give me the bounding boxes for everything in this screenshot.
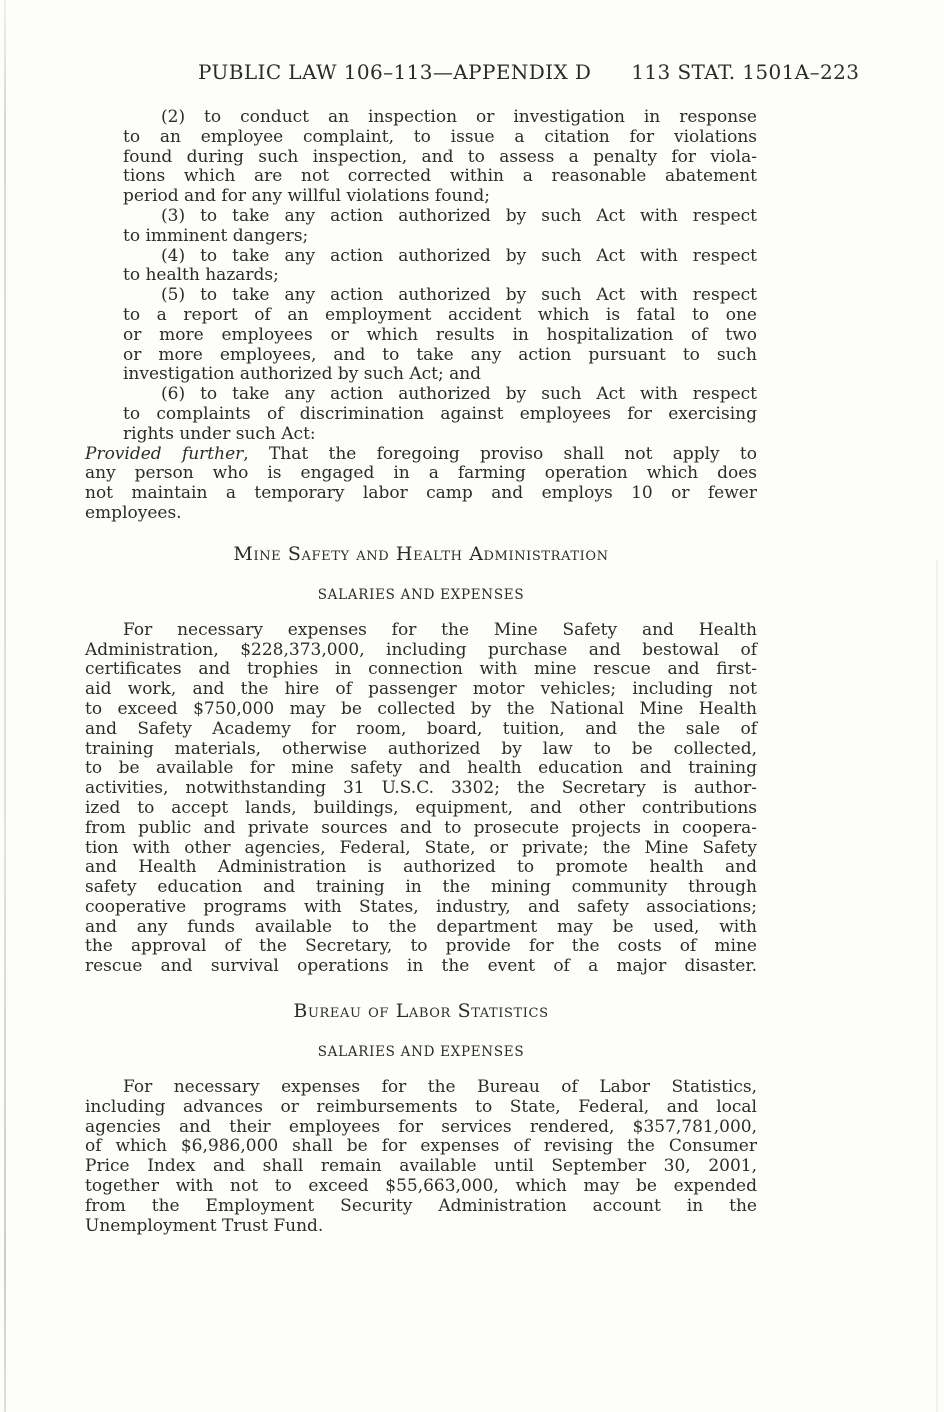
- scan-edge-right: [936, 560, 938, 1412]
- msha-appropriation-paragraph: [85, 621, 757, 977]
- text-line: (2) to conduct an inspection or investigation in response: [161, 107, 757, 127]
- running-head: [198, 60, 859, 84]
- subheading-salaries-msha: SALARIES AND EXPENSES: [317, 586, 525, 603]
- clause-4: [123, 247, 757, 287]
- section-heading-msha: Mine Safety and Health Administration: [233, 542, 609, 565]
- scan-edge-left: [4, 0, 6, 1412]
- text-line: found during such inspection, and to assess a penalty for viola-: [123, 146, 757, 167]
- text-line: to an employee complaint, to issue a citation for violations: [123, 126, 757, 147]
- clause-3: [123, 207, 757, 247]
- proviso-lead: Provided further: [85, 443, 244, 464]
- text-line: [85, 445, 757, 465]
- text-line: or more employees, and to take any action pursuant to such: [123, 344, 757, 365]
- proviso-first-line-rest: , That the foregoing proviso shall not apply to: [243, 443, 758, 464]
- text-line: to complaints of discrimination against employees for exercising: [123, 403, 757, 424]
- text-line: to a report of an employment accident which is fatal to one: [123, 304, 757, 325]
- text-line: and any funds available to the department may be used, with: [85, 916, 757, 937]
- text-line: from public and private sources and to prosecute projects in coopera-: [85, 817, 757, 838]
- text-line: any person who is engaged in a farming operation which does: [85, 463, 757, 484]
- text-line: rescue and survival operations in the event of a major disaster.: [85, 956, 757, 977]
- text-line: agencies and their employees for services rendered, $357,781,000,: [85, 1116, 757, 1137]
- text-line: of which $6,986,000 shall be for expenses of revising the Consumer: [85, 1136, 757, 1157]
- proviso-continuation: [85, 464, 757, 523]
- stat-page-number: 113 STAT. 1501A–223: [631, 60, 860, 84]
- text-line: safety education and training in the mining community through: [85, 877, 757, 898]
- text-line: Administration, $228,373,000, including purchase and bestowal of: [85, 639, 757, 660]
- text-line: to be available for mine safety and health education and training: [85, 758, 757, 779]
- text-line: to imminent dangers;: [123, 225, 309, 246]
- text-line: from the Employment Security Administration account in the: [85, 1195, 757, 1216]
- text-line: not maintain a temporary labor camp and employs 10 or fewer: [85, 483, 757, 504]
- text-line: rights under such Act:: [123, 423, 316, 444]
- clause-5: [123, 286, 757, 385]
- text-line: and Safety Academy for room, board, tuition, and the sale of: [85, 718, 757, 739]
- text-line: tions which are not corrected within a reasonable abatement: [123, 166, 757, 187]
- text-line: Price Index and shall remain available until September 30, 2001,: [85, 1156, 757, 1177]
- text-line: tion with other agencies, Federal, State, or private; the Mine Safety: [85, 837, 757, 858]
- clause-2: [123, 108, 757, 207]
- text-line: certificates and trophies in connection with mine rescue and first-: [85, 659, 757, 680]
- text-line: cooperative programs with States, industry, and safety associations;: [85, 896, 757, 917]
- section-heading-bls: Bureau of Labor Statistics: [293, 1000, 549, 1023]
- text-line: (5) to take any action authorized by such Act with respect: [161, 285, 757, 306]
- text-line: to health hazards;: [123, 265, 279, 286]
- text-line: aid work, and the hire of passenger motor vehicles; including not: [85, 679, 757, 700]
- text-line: For necessary expenses for the Mine Safety and Health: [123, 619, 757, 640]
- proviso-paragraph: [85, 445, 757, 524]
- text-line: activities, notwithstanding 31 U.S.C. 3302; the Secretary is author-: [85, 778, 757, 799]
- text-line: (3) to take any action authorized by such Act with respect: [161, 205, 757, 226]
- text-line: period and for any willful violations found;: [123, 186, 490, 207]
- text-line: employees.: [85, 502, 182, 523]
- text-line: together with not to exceed $55,663,000, which may be expended: [85, 1176, 757, 1197]
- text-line: ized to accept lands, buildings, equipment, and other contributions: [85, 797, 757, 818]
- text-line: (6) to take any action authorized by such Act with respect: [161, 384, 757, 405]
- bls-appropriation-paragraph: [85, 1078, 757, 1236]
- text-line: (4) to take any action authorized by such Act with respect: [161, 245, 757, 266]
- text-line: including advances or reimbursements to State, Federal, and local: [85, 1096, 757, 1117]
- law-number: PUBLIC LAW 106–113—APPENDIX D: [198, 60, 592, 84]
- subheading-salaries-bls: SALARIES AND EXPENSES: [317, 1044, 525, 1061]
- text-line: Unemployment Trust Fund.: [85, 1215, 324, 1236]
- text-line: the approval of the Secretary, to provide for the costs of mine: [85, 936, 757, 957]
- text-line: or more employees or which results in hospitalization of two: [123, 324, 757, 345]
- text-line: to exceed $750,000 may be collected by the National Mine Health: [85, 698, 757, 719]
- text-column: [85, 108, 757, 1236]
- text-line: and Health Administration is authorized to promote health and: [85, 857, 757, 878]
- clause-6: [123, 385, 757, 444]
- text-line: investigation authorized by such Act; and: [123, 364, 482, 385]
- text-line: training materials, otherwise authorized by law to be collected,: [85, 738, 757, 759]
- text-line: For necessary expenses for the Bureau of Labor Statistics,: [123, 1077, 757, 1098]
